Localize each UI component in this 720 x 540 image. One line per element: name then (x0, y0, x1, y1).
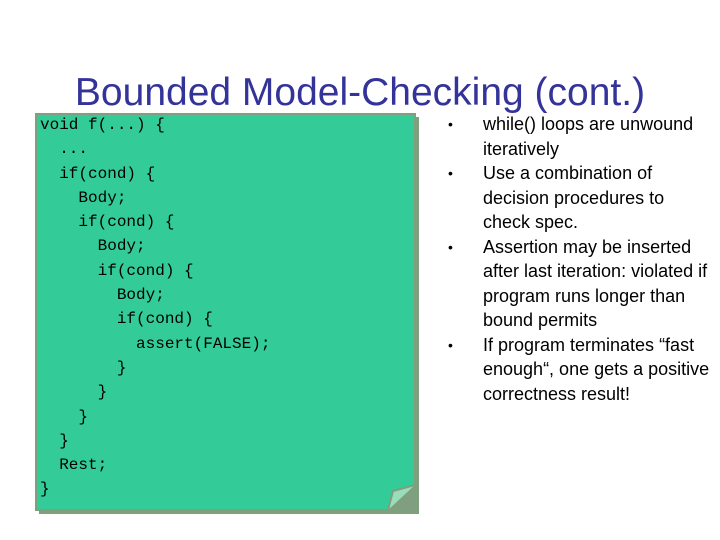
code-line: } (40, 383, 108, 402)
code-line: Rest; (40, 456, 108, 475)
code-line: } (40, 407, 89, 426)
code-line: ... (40, 140, 89, 159)
bullet-dot-icon: • (448, 336, 453, 353)
code-line: assert(FALSE); (40, 334, 271, 353)
bullet-dot-icon: • (448, 165, 453, 181)
code-line: if(cond) { (40, 310, 213, 329)
bullet-item (445, 235, 715, 333)
code-line: } (40, 431, 69, 450)
bullet-item (445, 112, 715, 161)
code-line: if(cond) { (40, 164, 156, 183)
bullet-text: Assertion may be inserted after last iteration: violated if program runs longer than bound permits (483, 236, 708, 330)
code-line: Body; (40, 237, 146, 256)
bullet-dot-icon: • (448, 116, 453, 132)
code-line: Body; (40, 286, 165, 305)
bullet-item (445, 333, 715, 407)
bullet-text: If program terminates “fast enough“, one gets a positive correctness result! (483, 334, 710, 404)
bullet-dot-icon: • (448, 238, 453, 255)
code-note (35, 113, 420, 515)
code-block (40, 113, 270, 502)
bullet-text: Use a combination of decision procedures to check spec. (483, 163, 665, 232)
bullet-item (445, 161, 715, 235)
code-line: Body; (40, 188, 127, 207)
bullet-text: while() loops are unwound iteratively (483, 114, 694, 159)
slide-title: Bounded Model-Checking (cont.) (74, 71, 646, 114)
code-line: if(cond) { (40, 213, 175, 232)
code-line: void f(...) { (40, 116, 165, 134)
bullet-list (445, 112, 715, 406)
code-line: } (40, 358, 127, 377)
code-line: } (40, 480, 50, 499)
code-line: if(cond) { (40, 261, 194, 280)
